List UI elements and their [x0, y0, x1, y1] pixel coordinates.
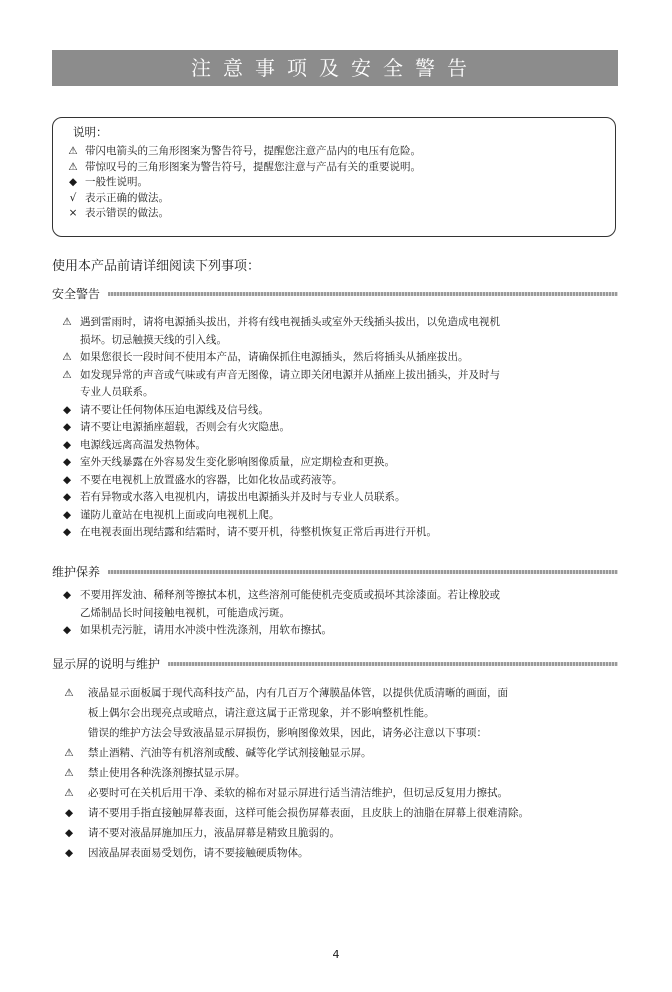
item-text: 请不要让电源插座超载，否则会有火灾隐患。: [80, 421, 290, 433]
diamond-bullet-icon: ◆: [62, 491, 72, 503]
list-item: [60, 587, 620, 622]
item-text-continued: 损坏。切忌触摸天线的引入线。: [80, 333, 227, 346]
list-item: [60, 803, 620, 823]
warning-icon: ⚠: [64, 687, 74, 699]
item-text: 因液晶屏表面易受划伤，请不要接触硬质物体。: [88, 847, 309, 859]
warning-icon: ⚠: [62, 316, 72, 328]
item-text: 如发现异常的声音或气味或有声音无图像，请立即关闭电源并从插座上拔出插头，并及时与: [80, 368, 500, 381]
item-text: 室外天线暴露在外容易发生变化影响图像质量，应定期检查和更换。: [80, 456, 395, 468]
diamond-bullet-icon: ◆: [64, 807, 74, 819]
section-rule: [108, 570, 618, 574]
diamond-bullet-icon: ◆: [62, 508, 72, 521]
item-text: 不要在电视机上放置盛水的容器，比如化妆品或药液等。: [80, 473, 343, 486]
lcd-list: [60, 683, 620, 863]
list-item: [60, 507, 620, 525]
list-item: [60, 783, 620, 803]
section-rule: [108, 292, 618, 296]
list-item: [60, 402, 620, 420]
diamond-bullet-icon: ◆: [62, 438, 72, 451]
diamond-bullet-icon: ◆: [64, 847, 74, 859]
item-text: 液晶显示面板属于现代高科技产品，内有几百万个薄膜晶体管，以提供优质清晰的画面，面: [88, 687, 508, 699]
section-heading-lcd: [52, 654, 618, 672]
list-item: [60, 419, 620, 437]
warning-icon: ⚠: [64, 787, 74, 799]
lightning-warning-icon: ⚠: [68, 145, 78, 157]
legend-text: 表示正确的做法。: [85, 191, 169, 204]
diamond-bullet-icon: ◆: [68, 176, 78, 188]
intro-text: 使用本产品前请详细阅读下列事项：: [52, 259, 261, 274]
item-text-continued: 板上偶尔会出现亮点或暗点，请注意这属于正常现象，并不影响整机性能。: [88, 707, 435, 719]
diamond-bullet-icon: ◆: [62, 473, 72, 486]
item-text: 禁止使用各种洗涤剂擦拭显示屏。: [88, 767, 246, 779]
item-text: 若有异物或水落入电视机内，请拔出电源插头并及时与专业人员联系。: [80, 491, 406, 503]
list-item: [60, 524, 620, 542]
list-item: [60, 489, 620, 507]
exclamation-warning-icon: ⚠: [68, 160, 78, 173]
item-text-continued: 专业人员联系。: [80, 386, 154, 398]
section-heading-maintenance: [52, 562, 618, 580]
checkmark-icon: √: [69, 191, 77, 204]
diamond-bullet-icon: ◆: [62, 526, 72, 538]
item-text: 如果机壳污脏，请用水冲淡中性洗涤剂，用软布擦拭。: [80, 624, 332, 636]
item-text: 禁止酒精、汽油等有机溶剂或酸、碱等化学试剂接触显示屏。: [88, 747, 372, 759]
legend-text: 表示错误的做法。: [85, 207, 169, 219]
diamond-bullet-icon: ◆: [62, 421, 72, 433]
list-item: [60, 622, 620, 640]
warning-icon: ⚠: [62, 368, 72, 381]
item-text: 谨防儿童站在电视机上面或向电视机上爬。: [80, 508, 280, 521]
warning-icon: ⚠: [64, 747, 74, 759]
diamond-bullet-icon: ◆: [62, 589, 72, 601]
list-item: [60, 454, 620, 472]
warning-icon: ⚠: [62, 351, 72, 363]
item-text: 必要时可在关机后用干净、柔软的棉布对显示屏进行适当清洁维护，但切忌反复用力擦拭。: [88, 787, 508, 799]
legend-text: 一般性说明。: [85, 176, 148, 188]
list-item: [60, 349, 620, 367]
legend-row: [65, 160, 615, 176]
list-item: [60, 314, 620, 349]
section-rule: [168, 662, 618, 666]
section-title: 维护保养: [52, 564, 101, 579]
diamond-bullet-icon: ◆: [62, 456, 72, 468]
section-title: 安全警告: [52, 286, 101, 301]
section-heading-safety: [52, 284, 618, 302]
item-text: 请不要对液晶屏施加压力，液晶屏幕是精致且脆弱的。: [88, 827, 340, 839]
legend-row: [65, 144, 615, 160]
item-text: 在电视表面出现结露和结霜时，请不要开机，待整机恢复正常后再进行开机。: [80, 526, 437, 538]
warning-icon: ⚠: [64, 767, 74, 779]
item-text-continued: 乙烯制品长时间接触电视机，可能造成污斑。: [80, 606, 290, 619]
legend-box: [52, 117, 616, 237]
legend-row: [65, 206, 615, 222]
maintenance-list: [60, 587, 620, 640]
list-item: [60, 743, 620, 763]
care-note: 错误的维护方法会导致液晶显示屏损伤，影响图像效果，因此，请务必注意以下事项：: [88, 727, 487, 739]
legend-text: 带闪电箭头的三角形图案为警告符号，提醒您注意产品内的电压有危险。: [85, 145, 421, 157]
item-text: 请不要用手指直接触屏幕表面，这样可能会损伤屏幕表面，且皮肤上的油脂在屏幕上很难清除。: [88, 807, 529, 819]
cross-icon: ×: [68, 207, 78, 219]
diamond-bullet-icon: ◆: [62, 624, 72, 636]
legend-row: [65, 191, 615, 207]
page-title: 注意事项及安全警告: [52, 50, 618, 86]
list-item: [60, 437, 620, 455]
item-text: 如果您很长一段时间不使用本产品，请确保抓住电源插头，然后将插头从插座拔出。: [80, 351, 469, 363]
section-title: 显示屏的说明与维护: [52, 656, 161, 671]
list-item: [60, 763, 620, 783]
diamond-bullet-icon: ◆: [64, 827, 74, 839]
list-item: [60, 843, 620, 863]
item-text: 不要用挥发油、稀释剂等擦拭本机，这些溶剂可能使机壳变质或损坏其涂漆面。若让橡胶或: [80, 589, 500, 601]
legend-text: 带惊叹号的三角形图案为警告符号，提醒您注意与产品有关的重要说明。: [85, 160, 421, 173]
item-text: 电源线远离高温发热物体。: [80, 438, 206, 451]
list-item: [60, 367, 620, 402]
diamond-bullet-icon: ◆: [62, 403, 72, 416]
list-item: [60, 683, 620, 723]
list-item: [60, 823, 620, 843]
item-text: 请不要让任何物体压迫电源线及信号线。: [80, 403, 269, 416]
legend-title: 说明：: [73, 125, 108, 139]
safety-list: [60, 314, 620, 542]
legend-row: [65, 175, 615, 191]
list-item: [60, 472, 620, 490]
page-number: 4: [332, 948, 340, 961]
item-text: 遇到雷雨时，请将电源插头拔出，并将有线电视插头或室外天线插头拔出，以免造成电视机: [80, 316, 500, 328]
